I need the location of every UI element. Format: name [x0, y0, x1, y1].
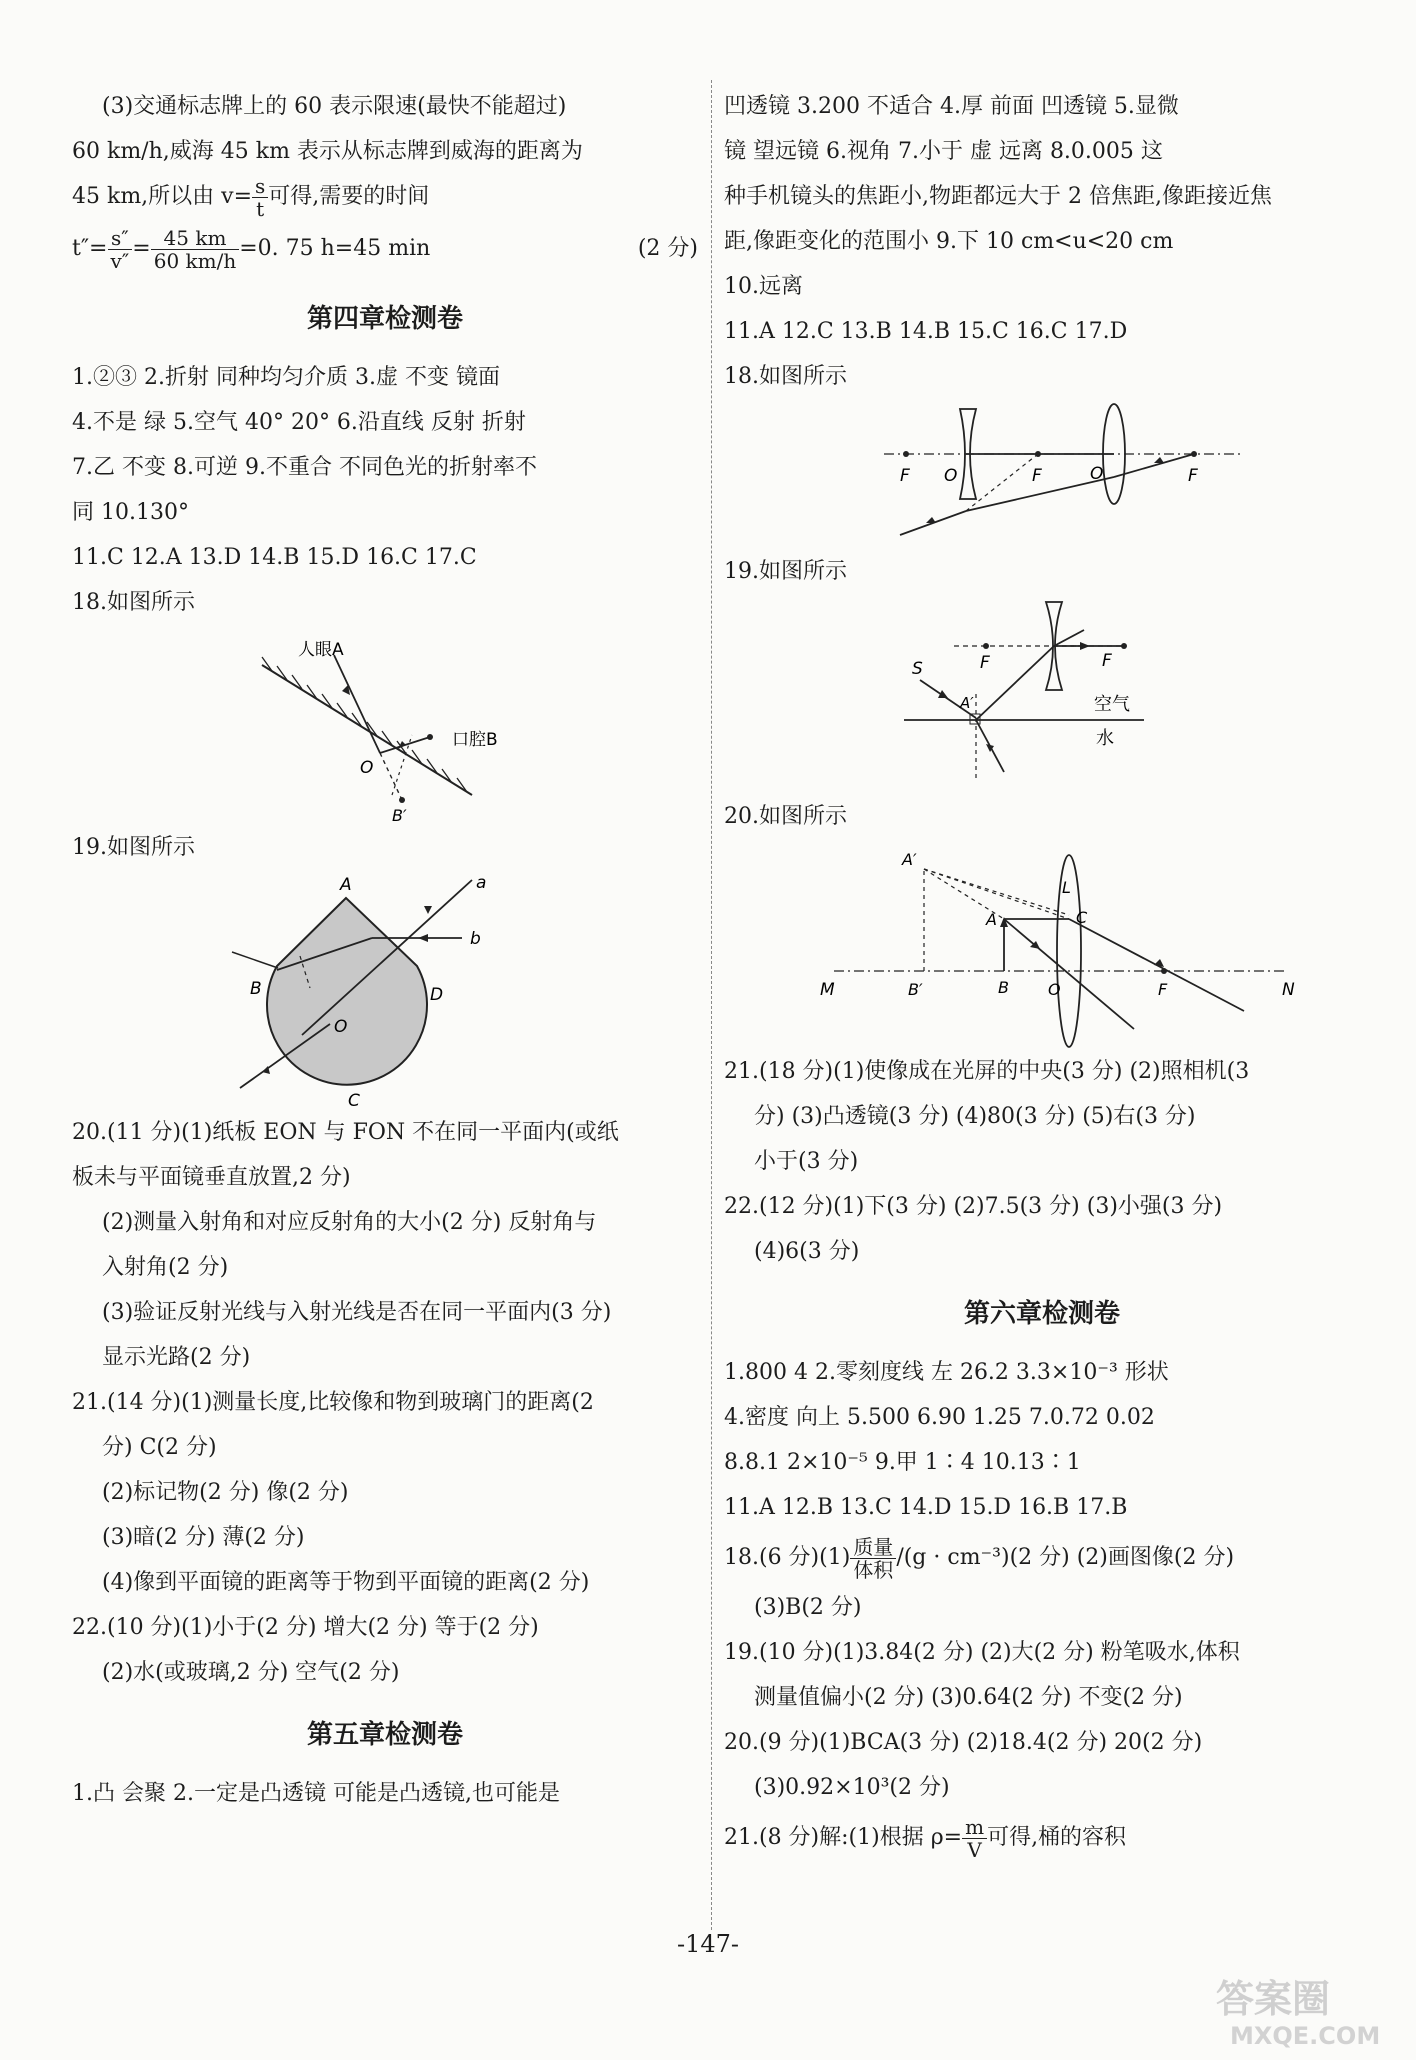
- answer-line: 镜 望远镜 6.视角 7.小于 虚 远离 8.0.005 这: [724, 139, 1163, 164]
- answer-line: 22.(12 分)(1)下(3 分) (2)7.5(3 分) (3)小强(3 分): [724, 1194, 1223, 1219]
- answer-line: 8.8.1 2×10⁻⁵ 9.甲 1∶4 10.13∶1: [724, 1450, 1081, 1475]
- svg-text:口腔B: 口腔B: [452, 730, 498, 750]
- svg-text:B′: B′: [908, 980, 923, 999]
- text-line: 60 km/h,威海 45 km 表示从标志牌到威海的距离为: [72, 139, 583, 164]
- answer-line: 20.(9 分)(1)BCA(3 分) (2)18.4(2 分) 20(2 分): [724, 1730, 1203, 1755]
- answer-line: 20.如图所示: [724, 804, 847, 829]
- answer-line: 21.(14 分)(1)测量长度,比较像和物到玻璃门的距离(2: [72, 1390, 594, 1415]
- answer-line: (3)B(2 分): [754, 1595, 862, 1620]
- answer-line: 19.如图所示: [72, 835, 195, 860]
- svg-text:空气: 空气: [1094, 694, 1130, 715]
- answer-line: 入射角(2 分): [102, 1255, 229, 1280]
- answer-line: 分) (3)凸透镜(3 分) (4)80(3 分) (5)右(3 分): [754, 1104, 1196, 1129]
- chapter-5-title: 第五章检测卷: [306, 1720, 463, 1750]
- chapter-4-title: 第四章检测卷: [306, 304, 463, 334]
- figure-convex-lens-imaging: [724, 839, 1360, 1049]
- svg-text:人眼A: 人眼A: [298, 640, 344, 660]
- svg-text:A: A: [986, 910, 997, 929]
- answer-line: (3)0.92×10³(2 分): [754, 1775, 950, 1800]
- svg-text:M: M: [820, 980, 835, 1000]
- answer-line: (2)水(或玻璃,2 分) 空气(2 分): [102, 1660, 400, 1685]
- figure-glass-prism: [72, 870, 698, 1110]
- answer-line: 19.(10 分)(1)3.84(2 分) (2)大(2 分) 粉笔吸水,体积: [724, 1640, 1240, 1665]
- svg-text:N: N: [1282, 980, 1295, 1000]
- text-line: (3)交通标志牌上的 60 表示限速(最快不能超过): [102, 94, 567, 119]
- svg-text:a: a: [476, 873, 487, 893]
- answer-line: 1.800 4 2.零刻度线 左 26.2 3.3×10⁻³ 形状: [724, 1360, 1169, 1385]
- answer-line: (4)像到平面镜的距离等于物到平面镜的距离(2 分): [102, 1570, 590, 1595]
- answer-line: (3)暗(2 分) 薄(2 分): [102, 1525, 305, 1550]
- svg-text:答案圈: 答案圈: [1216, 1977, 1331, 2021]
- answer-line: 小于(3 分): [754, 1149, 859, 1174]
- answer-line: 种手机镜头的焦距小,物距都远大于 2 倍焦距,像距接近焦: [724, 184, 1272, 209]
- svg-text:F: F: [900, 466, 910, 486]
- figure-mirror-reflection: [72, 625, 698, 825]
- svg-text:A: A: [340, 875, 352, 895]
- answer-line: 显示光路(2 分): [102, 1345, 251, 1370]
- text-line: 45 km,所以由 v= $\frac{s}{t}$ 可得,需要的时间: [72, 174, 430, 219]
- svg-text:D: D: [430, 985, 444, 1005]
- answer-line: 4.不是 绿 5.空气 40° 20° 6.沿直线 反射 折射: [72, 410, 526, 435]
- answer-line: 凹透镜 3.200 不适合 4.厚 前面 凹透镜 5.显微: [724, 94, 1179, 119]
- answer-line: 1.凸 会聚 2.一定是凸透镜 可能是凸透镜,也可能是: [72, 1781, 560, 1806]
- answer-line: 20.(11 分)(1)纸板 EON 与 FON 不在同一平面内(或纸: [72, 1120, 619, 1145]
- svg-text:F: F: [1188, 466, 1198, 486]
- answer-line: 4.密度 向上 5.500 6.90 1.25 7.0.72 0.02: [724, 1405, 1155, 1430]
- svg-text:水: 水: [1096, 728, 1114, 749]
- answer-line: 18.如图所示: [72, 590, 195, 615]
- answer-line: 10.远离: [724, 274, 803, 299]
- equation-time: t″= $\frac{s''}{v''}$ = $\frac{45 km}{60 km/h}$ =0. 75 h=45 min (2 分): [72, 219, 698, 279]
- watermark-logo: [1210, 1968, 1400, 2052]
- answer-line: (2)标记物(2 分) 像(2 分): [102, 1480, 349, 1505]
- answer-line: 11.C 12.A 13.D 14.B 15.D 16.C 17.C: [72, 545, 477, 570]
- svg-text:F: F: [1102, 651, 1112, 671]
- answer-line: 7.乙 不变 8.可逆 9.不重合 不同色光的折射率不: [72, 455, 537, 480]
- page-number: -147-: [676, 1930, 740, 1958]
- answer-line: 21.(18 分)(1)使像成在光屏的中央(3 分) (2)照相机(3: [724, 1059, 1250, 1084]
- svg-text:C: C: [1076, 908, 1088, 927]
- right-column: [724, 84, 1360, 1865]
- svg-text:S: S: [912, 659, 923, 679]
- svg-text:B: B: [998, 978, 1009, 997]
- svg-text:C: C: [348, 1091, 360, 1110]
- answer-line: (4)6(3 分): [754, 1239, 860, 1264]
- fraction-s-over-t: $\frac{s}{t}$: [252, 175, 268, 220]
- figure-refraction-lens: [724, 594, 1360, 794]
- svg-text:B′: B′: [392, 806, 407, 825]
- svg-text:F: F: [980, 653, 990, 673]
- svg-text:A′: A′: [960, 694, 974, 712]
- answer-line: 11.A 12.B 13.C 14.D 15.D 16.B 17.B: [724, 1495, 1128, 1520]
- svg-text:L: L: [1062, 878, 1071, 897]
- score: (2 分): [637, 236, 698, 261]
- answer-line: 22.(10 分)(1)小于(2 分) 增大(2 分) 等于(2 分): [72, 1615, 539, 1640]
- answer-line: 测量值偏小(2 分) (3)0.64(2 分) 不变(2 分): [754, 1685, 1183, 1710]
- svg-text:A′: A′: [902, 850, 917, 869]
- svg-text:O: O: [1090, 464, 1104, 484]
- svg-text:O: O: [1048, 980, 1061, 999]
- answer-line: (3)验证反射光线与入射光线是否在同一平面内(3 分): [102, 1300, 612, 1325]
- answer-line: 同 10.130°: [72, 500, 189, 525]
- answer-line: 21.(8 分)解:(1)根据 ρ= $\frac{m}{V}$ 可得,桶的容积: [724, 1814, 1127, 1862]
- answer-line: (2)测量入射角和对应反射角的大小(2 分) 反射角与: [102, 1210, 597, 1235]
- svg-text:O: O: [334, 1017, 348, 1037]
- svg-text:F: F: [1032, 466, 1042, 486]
- answer-line: 板未与平面镜垂直放置,2 分): [72, 1165, 351, 1190]
- answer-line: 距,像距变化的范围小 9.下 10 cm<u<20 cm: [724, 229, 1174, 254]
- answer-line: 18.(6 分)(1) $\frac{\text{质量}}{\text{体积}}$ /(g · cm⁻³)(2 分) (2)画图像(2 分): [724, 1534, 1235, 1582]
- left-column: [72, 84, 698, 1816]
- svg-text:MXQE.COM: MXQE.COM: [1230, 2022, 1381, 2050]
- svg-text:b: b: [470, 929, 481, 949]
- answer-line: 1.②③ 2.折射 同种均匀介质 3.虚 不变 镜面: [72, 365, 500, 390]
- chapter-6-title: 第六章检测卷: [963, 1299, 1120, 1329]
- answer-line: 19.如图所示: [724, 559, 847, 584]
- svg-text:O: O: [944, 466, 958, 486]
- answer-line: 18.如图所示: [724, 364, 847, 389]
- svg-text:O: O: [360, 758, 374, 778]
- answer-line: 分) C(2 分): [102, 1435, 217, 1460]
- figure-two-lenses: [724, 399, 1360, 549]
- answer-line: 11.A 12.C 13.B 14.B 15.C 16.C 17.D: [724, 319, 1128, 344]
- svg-text:F: F: [1158, 980, 1168, 999]
- svg-text:B: B: [250, 979, 262, 999]
- column-divider: [711, 80, 712, 1930]
